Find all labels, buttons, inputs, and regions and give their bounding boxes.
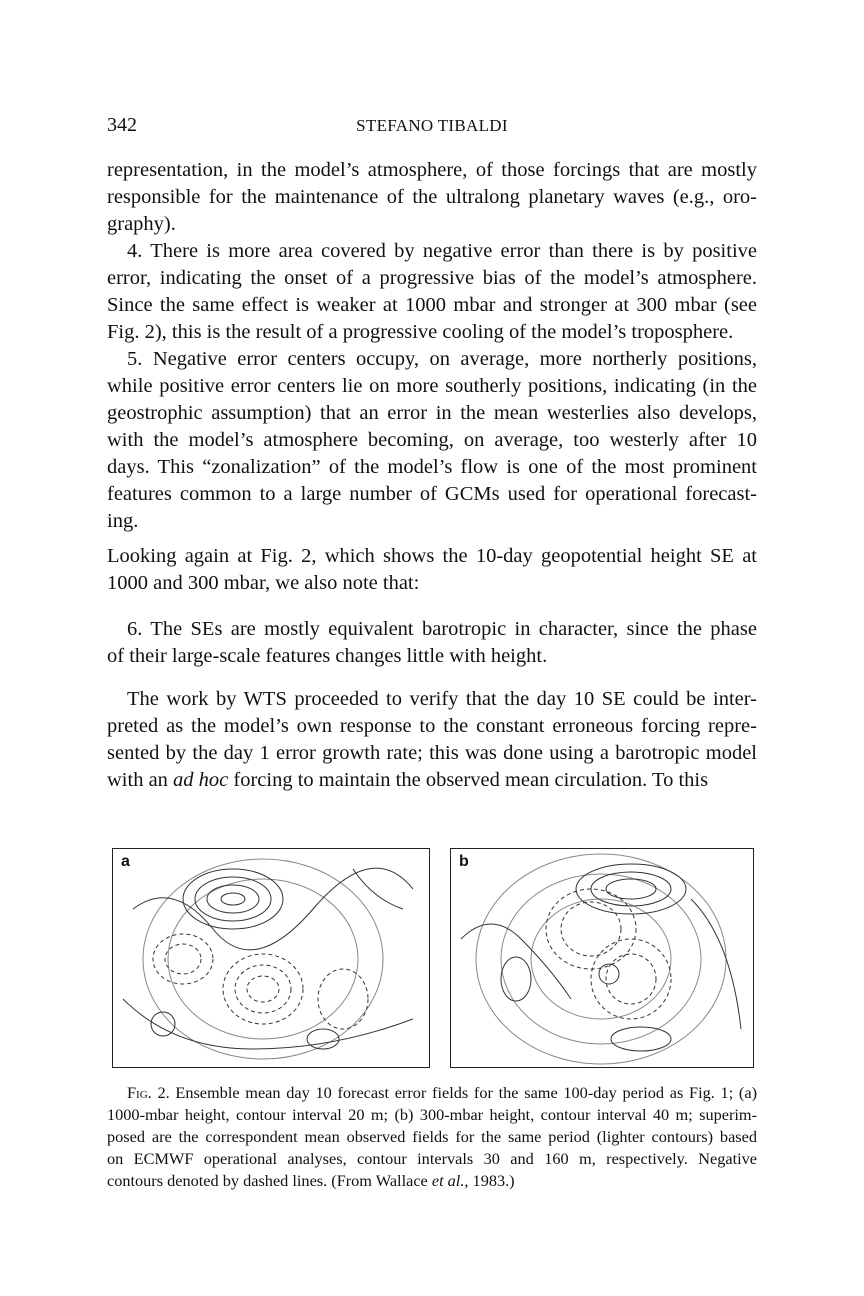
text-line [107, 616, 757, 643]
text-segment: features common to a large number of GCMs used for operational forecast- [107, 483, 757, 505]
text-line [107, 292, 757, 319]
text-segment: ing. [107, 510, 139, 532]
text-segment: 6. The SEs are mostly equivalent barotropic in character, since the phase [127, 618, 757, 640]
contour-map-300mbar [451, 849, 753, 1067]
paragraph [107, 543, 757, 597]
italic-text: ad hoc [173, 769, 229, 791]
text-line [107, 1170, 757, 1192]
text-line [107, 1126, 757, 1148]
text-line [107, 373, 757, 400]
text-line [107, 767, 757, 794]
text-line [107, 686, 757, 713]
text-segment: on ECMWF operational analyses, contour intervals 30 and 160 m, respectively. Negative [107, 1149, 757, 1168]
text-line [107, 238, 757, 265]
text-segment: posed are the correspondent mean observed fields for the same period (lighter contours) based [107, 1127, 757, 1146]
text-segment: 5. Negative error centers occupy, on average, more northerly positions, [127, 348, 757, 370]
text-segment: days. This “zonalization” of the model’s flow is one of the most prominent [107, 456, 757, 478]
contour-map-1000mbar [113, 849, 429, 1067]
text-segment: graphy). [107, 213, 176, 235]
text-segment: Looking again at Fig. 2, which shows the 10-day geopotential height SE at [107, 545, 757, 567]
text-segment: representation, in the model’s atmosphere, of those forcings that are mostly [107, 159, 757, 181]
text-line [107, 543, 757, 570]
figure-caption [107, 1082, 757, 1192]
paragraph [107, 616, 757, 670]
text-segment: sented by the day 1 error growth rate; this was done using a barotropic model [107, 742, 757, 764]
text-line [107, 1082, 757, 1104]
text-segment: preted as the model’s own response to the constant erroneous forcing repre- [107, 715, 757, 737]
paragraph [107, 346, 757, 535]
text-segment: geostrophic assumption) that an error in the mean westerlies also develops, [107, 402, 757, 424]
text-segment: 1000 and 300 mbar, we also note that: [107, 572, 420, 594]
text-segment: while positive error centers lie on more southerly positions, indicating (in the [107, 375, 757, 397]
text-line [107, 427, 757, 454]
text-segment: responsible for the maintenance of the ultralong planetary waves (e.g., oro- [107, 186, 757, 208]
text-line [107, 508, 757, 535]
running-header [107, 114, 757, 140]
text-line [107, 400, 757, 427]
text-line [107, 346, 757, 373]
text-line [107, 454, 757, 481]
text-segment: 1000-mbar height, contour interval 20 m; (b) 300-mbar height, contour interval 40 m; superim- [107, 1105, 757, 1124]
text-segment: Since the same effect is weaker at 1000 mbar and stronger at 300 mbar (see [107, 294, 757, 316]
running-head-author: STEFANO TIBALDI [356, 116, 508, 135]
text-line [107, 713, 757, 740]
paragraph [107, 157, 757, 238]
text-segment: , 1983.) [464, 1171, 515, 1190]
panel-label-a: a [121, 853, 130, 870]
text-segment: forcing to maintain the observed mean circulation. To this [228, 769, 709, 791]
text-segment: of their large-scale features changes little with height. [107, 645, 548, 667]
text-line [107, 184, 757, 211]
text-line [107, 157, 757, 184]
text-line [107, 643, 757, 670]
text-line [107, 1104, 757, 1126]
italic-text: et al. [431, 1171, 465, 1190]
paragraph [107, 238, 757, 346]
text-segment: The work by WTS proceeded to verify that the day 10 SE could be inter- [127, 688, 757, 710]
text-segment: 4. There is more area covered by negative error than there is by positive [127, 240, 757, 262]
text-line [107, 481, 757, 508]
text-segment: with the model’s atmosphere becoming, on average, too westerly after 10 [107, 429, 757, 451]
text-segment: error, indicating the onset of a progressive bias of the model’s atmosphere. [107, 267, 757, 289]
figure-panel-b [450, 848, 754, 1068]
text-line [107, 319, 757, 346]
text-line [107, 740, 757, 767]
text-segment: Fig. [127, 1083, 152, 1102]
text-line [107, 570, 757, 597]
text-line [107, 1148, 757, 1170]
page-number: 342 [107, 114, 137, 136]
panel-label-b: b [459, 853, 469, 870]
paragraph [107, 686, 757, 794]
text-line [107, 211, 757, 238]
text-segment: 2. Ensemble mean day 10 forecast error fields for the same 100-day period as Fig. 1; (a) [151, 1083, 757, 1102]
text-segment: with an [107, 769, 174, 791]
figure-panel-a [112, 848, 430, 1068]
text-segment: contours denoted by dashed lines. (From Wallace [107, 1171, 432, 1190]
text-segment: Fig. 2), this is the result of a progressive cooling of the model’s troposphere. [107, 321, 734, 343]
text-line [107, 265, 757, 292]
